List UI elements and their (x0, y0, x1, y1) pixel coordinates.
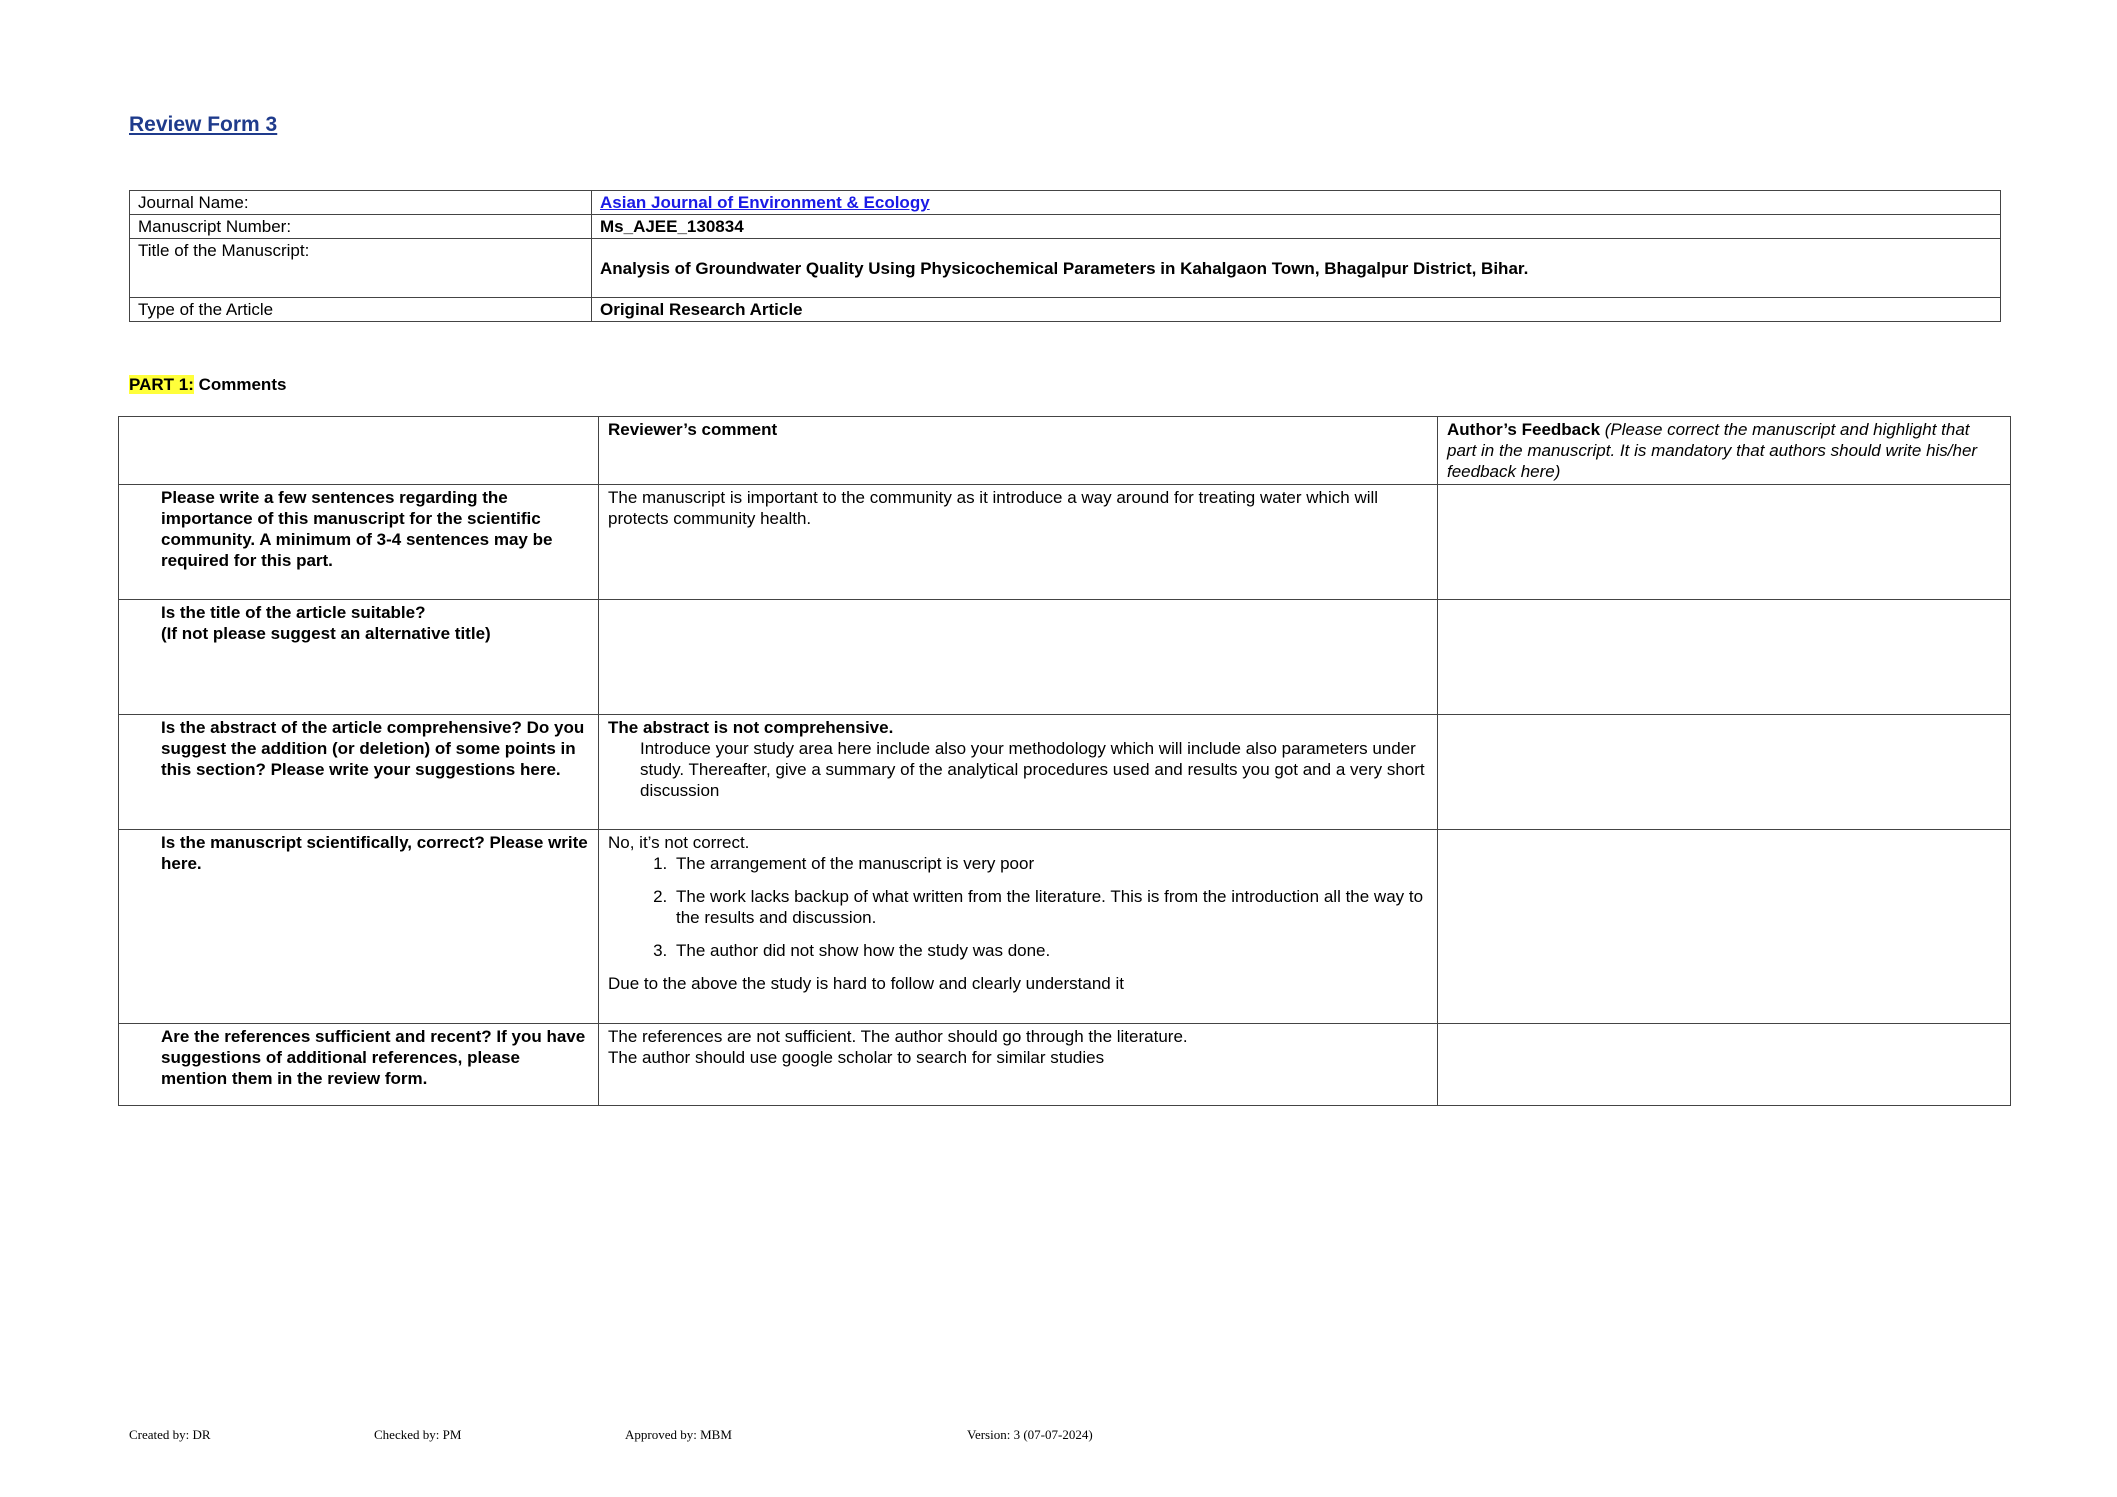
author-feedback-references[interactable] (1438, 1024, 2011, 1106)
reviewer-comment-abstract[interactable] (599, 715, 1438, 830)
abstract-comment-body: Introduce your study area here include also your methodology which will include also parameters under study. Thereafter, give a summary of the analytical procedures used and results you got and a very short discussion (640, 739, 1425, 800)
manuscript-title-row (130, 239, 2001, 298)
form-title[interactable]: Review Form 3 (129, 113, 278, 136)
manuscript-title-label: Title of the Manuscript: (130, 239, 592, 298)
footer-checked: Checked by: PM (374, 1427, 462, 1442)
part-highlight: PART 1: (129, 375, 194, 394)
references-comment-line1: The references are not sufficient. The author should go through the literature. (608, 1027, 1188, 1046)
reviewer-comment-references[interactable] (599, 1024, 1438, 1106)
scientific-comment-list (608, 853, 1428, 961)
journal-label: Journal Name: (130, 191, 592, 215)
table-row (119, 1024, 2011, 1106)
manuscript-number-value: Ms_AJEE_130834 (592, 215, 2001, 239)
manuscript-info-table (129, 190, 2001, 322)
part-label: Comments (193, 375, 287, 394)
journal-row (130, 191, 2001, 215)
header-blank-cell (119, 417, 599, 485)
article-type-label: Type of the Article (130, 298, 592, 322)
footer-created: Created by: DR (129, 1427, 211, 1442)
scientific-comment-outro: Due to the above the study is hard to follow and clearly understand it (608, 974, 1124, 993)
references-comment-line2: The author should use google scholar to search for similar studies (608, 1048, 1105, 1067)
author-feedback-title: Author’s Feedback (1447, 420, 1601, 439)
table-row (119, 715, 2011, 830)
question-scientific: Is the manuscript scientifically, correct? Please write here. (119, 830, 599, 1024)
author-feedback-importance[interactable] (1438, 485, 2011, 600)
table-row (119, 830, 2011, 1024)
manuscript-number-label: Manuscript Number: (130, 215, 592, 239)
reviewer-comment-importance[interactable]: The manuscript is important to the community as it introduce a way around for treating water which will protects community health. (599, 485, 1438, 600)
article-type-row (130, 298, 2001, 322)
list-item: 2. The work lacks backup of what written from the literature. This is from the introduction all the way to the results and discussion. (672, 886, 1428, 928)
question-references: Are the references sufficient and recent? If you have suggestions of additional references, please mention them in the review form. (119, 1024, 599, 1106)
author-feedback-title[interactable] (1438, 600, 2011, 715)
list-item: 3. The author did not show how the study was done. (672, 940, 1428, 961)
journal-value-cell (592, 191, 2001, 215)
question-abstract: Is the abstract of the article comprehensive? Do you suggest the addition (or deletion) of some points in this section? Please write your suggestions here. (119, 715, 599, 830)
author-feedback-abstract[interactable] (1438, 715, 2011, 830)
list-item: 1. The arrangement of the manuscript is very poor (672, 853, 1428, 874)
table-row (119, 600, 2011, 715)
footer-version: Version: 3 (07-07-2024) (967, 1427, 1093, 1442)
footer-approved: Approved by: MBM (625, 1427, 732, 1442)
comments-table (118, 416, 2011, 1106)
article-type-value: Original Research Article (592, 298, 2001, 322)
abstract-comment-heading: The abstract is not comprehensive. (608, 718, 894, 737)
journal-link[interactable]: Asian Journal of Environment & Ecology (600, 193, 930, 212)
scientific-comment-intro: No, it’s not correct. (608, 833, 750, 852)
table-row (119, 485, 2011, 600)
manuscript-title-value: Analysis of Groundwater Quality Using Physicochemical Parameters in Kahalgaon Town, Bhagalpur District, Bihar. (592, 239, 2001, 298)
question-title (119, 600, 599, 715)
comments-header-row (119, 417, 2011, 485)
question-importance: Please write a few sentences regarding the importance of this manuscript for the scientific community. A minimum of 3-4 sentences may be required for this part. (119, 485, 599, 600)
author-feedback-header (1438, 417, 2011, 485)
question-title-text: Is the title of the article suitable? (If not please suggest an alternative title) (161, 603, 491, 643)
reviewer-comment-title[interactable] (599, 600, 1438, 715)
reviewer-comment-header: Reviewer’s comment (599, 417, 1438, 485)
part-heading (129, 375, 286, 395)
reviewer-comment-scientific[interactable] (599, 830, 1438, 1024)
author-feedback-note: (Please correct the manuscript and highlight that part in the manuscript. It is mandatory that authors should write his/her feedback here) (1447, 420, 1978, 481)
author-feedback-scientific[interactable] (1438, 830, 2011, 1024)
manuscript-number-row (130, 215, 2001, 239)
